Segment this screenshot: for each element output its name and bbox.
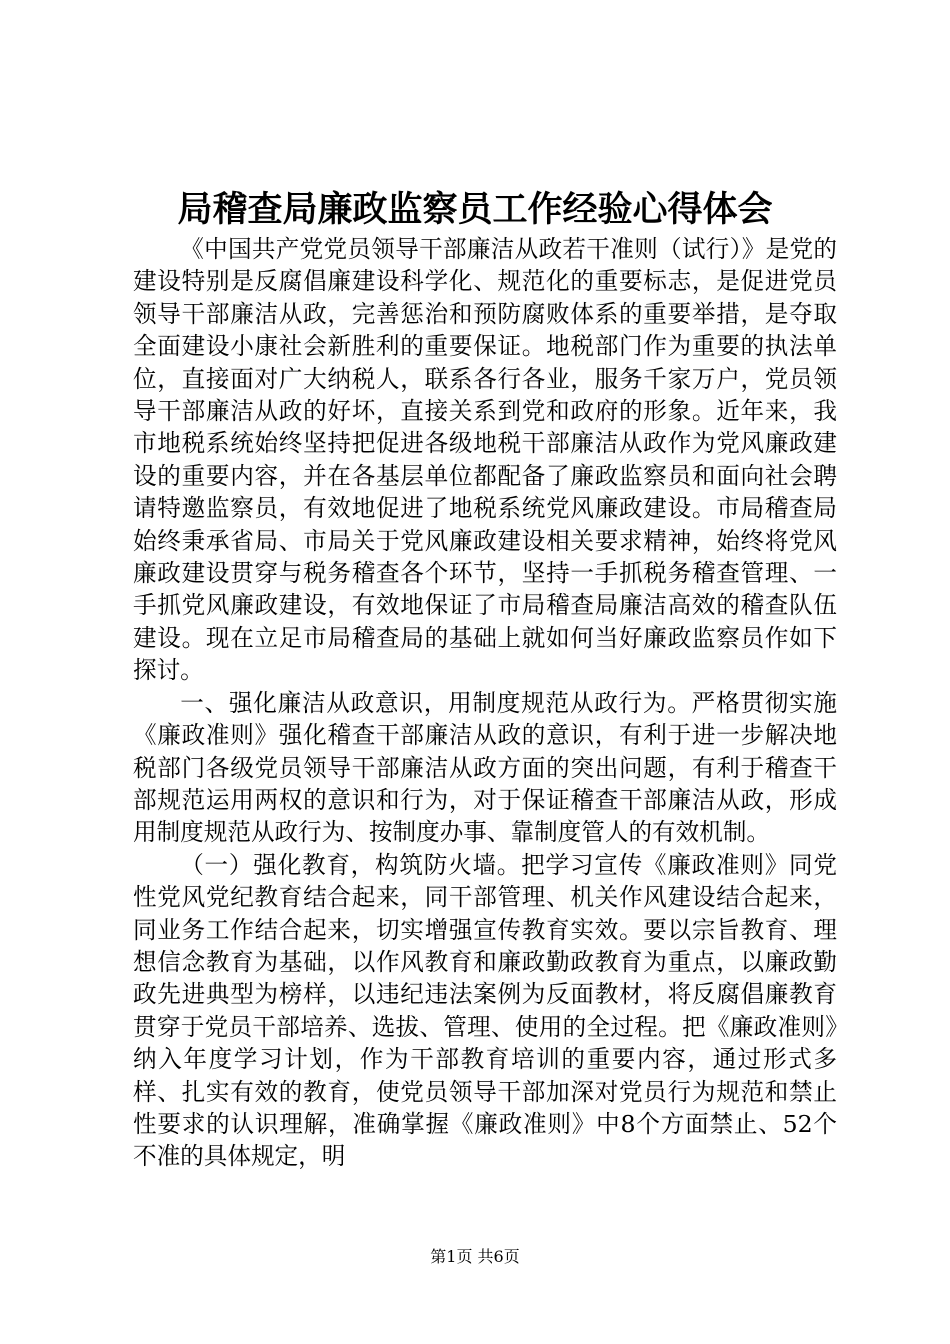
paragraph-intro: 《中国共产党党员领导干部廉洁从政若干准则（试行）》是党的建设特别是反腐倡廉建设科学化、规范化的重要标志，是促进党员领导干部廉洁从政，完善惩治和预防腐败体系的重要举措，是夺取全面建设小康社会新胜利的重要保证。地税部门作为重要的执法单位，直接面对广大纳税人，联系各行各业，服务千家万户，党员领导干部廉洁从政的好坏，直接关系到党和政府的形象。近年来，我市地税系统始终坚持把促进各级地税干部廉洁从政作为党风廉政建设的重要内容，并在各基层单位都配备了廉政监察员和面向社会聘请特邀监察员，有效地促进了地税系统党风廉政建设。市局稽查局始终秉承省局、市局关于党风廉政建设相关要求精神，始终将党风廉政建设贯穿与税务稽查各个环节，坚持一手抓税务稽查管理、一手抓党风廉政建设，有效地保证了市局稽查局廉洁高效的稽查队伍建设。现在立足市局稽查局的基础上就如何当好廉政监察员作如下探讨。	[133, 235, 837, 685]
page-number-footer: 第1页 共6页	[430, 1247, 520, 1266]
paragraph-section-1: 一、强化廉洁从政意识，用制度规范从政行为。严格贯彻实施《廉政准则》强化稽查干部廉洁从政的意识，有利于进一步解决地税部门各级党员领导干部廉洁从政方面的突出问题，有利于稽查干部规范运用两权的意识和行为，对于保证稽查干部廉洁从政，形成用制度规范从政行为、按制度办事、靠制度管人的有效机制。	[133, 688, 837, 847]
document-body	[133, 233, 837, 1173]
document-title: 局稽查局廉政监察员工作经验心得体会	[177, 189, 773, 230]
paragraph-subsection-1: （一）强化教育，构筑防火墙。把学习宣传《廉政准则》同党性党风党纪教育结合起来，同干部管理、机关作风建设结合起来，同业务工作结合起来，切实增强宣传教育实效。要以宗旨教育、理想信念教育为基础，以作风教育和廉政勤政教育为重点，以廉政勤政先进典型为榜样，以违纪违法案例为反面教材，将反腐倡廉教育贯穿于党员干部培养、选拔、管理、使用的全过程。把《廉政准则》纳入年度学习计划，作为干部教育培训的重要内容，通过形式多样、扎实有效的教育，使党员领导干部加深对党员行为规范和禁止性要求的认识理解，准确掌握《廉政准则》中8个方面禁止、52个不准的具体规定，明	[133, 850, 837, 1171]
